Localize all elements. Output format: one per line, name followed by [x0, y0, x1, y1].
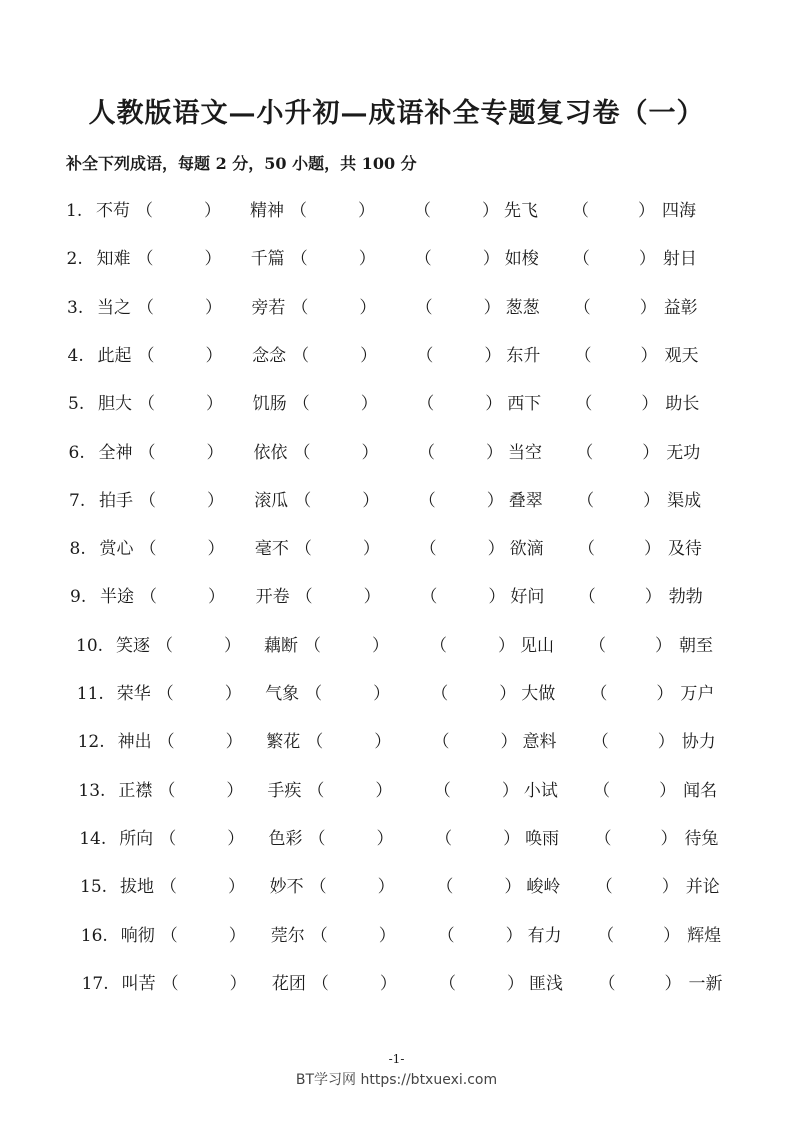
- idiom-fragment: 知难: [96, 249, 131, 270]
- blank-close-paren[interactable]: ）: [482, 249, 500, 270]
- blank-open-paren[interactable]: （: [158, 780, 176, 801]
- idiom-fragment: 当之: [97, 297, 131, 318]
- idiom-fragment: 滚瓜: [254, 490, 289, 511]
- idiom-fragment: 神出: [117, 732, 152, 753]
- blank-close-paren[interactable]: ）: [638, 249, 656, 270]
- blank-open-paren[interactable]: （: [589, 635, 606, 656]
- idiom-fragment: 依依: [253, 442, 288, 463]
- question-row: [0, 727, 793, 757]
- idiom-fragment: 渠成: [667, 490, 702, 511]
- blank-open-paren[interactable]: （: [159, 828, 177, 849]
- blank-close-paren[interactable]: ）: [227, 828, 245, 849]
- blank-open-paren[interactable]: （: [290, 249, 308, 270]
- blank-close-paren[interactable]: ）: [506, 973, 524, 994]
- blank-open-paren[interactable]: （: [597, 925, 615, 946]
- blank-open-paren[interactable]: （: [591, 732, 609, 753]
- blank-close-paren[interactable]: ）: [485, 394, 503, 415]
- blank-open-paren[interactable]: （: [417, 394, 435, 415]
- blank-close-paren[interactable]: ）: [482, 201, 499, 221]
- blank-open-paren[interactable]: （: [416, 345, 434, 366]
- idiom-fragment: 精神: [250, 201, 284, 221]
- blank-open-paren[interactable]: （: [438, 973, 456, 994]
- idiom-fragment: 繁花: [266, 732, 301, 753]
- blank-open-paren[interactable]: （: [304, 635, 321, 656]
- question-number: 11.: [76, 684, 104, 704]
- blank-close-paren[interactable]: ）: [360, 345, 378, 366]
- idiom-fragment: 闻名: [683, 780, 718, 801]
- blank-open-paren[interactable]: （: [137, 297, 154, 318]
- blank-open-paren[interactable]: （: [432, 732, 450, 753]
- blank-open-paren[interactable]: （: [418, 442, 435, 463]
- idiom-fragment: 射日: [662, 249, 697, 270]
- question-number: 10.: [76, 635, 104, 656]
- question-number: 13.: [78, 780, 106, 801]
- question-row: [0, 776, 793, 806]
- idiom-fragment: 如梭: [504, 249, 539, 270]
- blank-open-paren[interactable]: （: [160, 925, 178, 946]
- idiom-fragment: 念念: [252, 345, 287, 366]
- blank-open-paren[interactable]: （: [293, 442, 311, 463]
- idiom-fragment: 气象: [265, 684, 300, 704]
- idiom-fragment: 万户: [680, 684, 715, 704]
- idiom-fragment: 大做: [521, 684, 556, 704]
- instruction-text: 补全下列成语，每题 2 分，50 小题，共 100 分: [66, 154, 417, 173]
- blank-close-paren[interactable]: ）: [372, 635, 389, 656]
- blank-open-paren[interactable]: （: [577, 490, 595, 511]
- blank-open-paren[interactable]: （: [572, 201, 589, 221]
- blank-close-paren[interactable]: ）: [644, 587, 662, 608]
- question-number: 8.: [69, 539, 86, 560]
- question-number: 17.: [81, 973, 109, 994]
- question-row: [0, 969, 793, 999]
- blank-open-paren[interactable]: （: [577, 539, 595, 560]
- question-row: [0, 244, 793, 274]
- footer-watermark: BT学习网 https://btxuexi.com: [295, 1072, 498, 1088]
- blank-close-paren[interactable]: ）: [664, 973, 682, 994]
- question-number: 14.: [79, 828, 107, 849]
- blank-close-paren[interactable]: ）: [226, 780, 244, 801]
- idiom-fragment: 所向: [119, 828, 154, 849]
- idiom-fragment: 响彻: [120, 925, 155, 946]
- blank-open-paren[interactable]: （: [435, 828, 453, 849]
- blank-close-paren[interactable]: ）: [655, 635, 672, 656]
- idiom-fragment: 好问: [510, 587, 545, 608]
- blank-close-paren[interactable]: ）: [207, 490, 224, 511]
- blank-open-paren[interactable]: （: [598, 973, 616, 994]
- idiom-fragment: 叫苦: [121, 973, 156, 994]
- blank-open-paren[interactable]: （: [136, 249, 154, 270]
- blank-open-paren[interactable]: （: [572, 249, 590, 270]
- blank-close-paren[interactable]: ）: [206, 442, 224, 463]
- question-number: 3.: [67, 297, 84, 318]
- blank-close-paren[interactable]: ）: [379, 973, 397, 994]
- blank-open-paren[interactable]: （: [437, 925, 455, 946]
- blank-open-paren[interactable]: （: [590, 684, 608, 704]
- blank-open-paren[interactable]: （: [138, 442, 156, 463]
- idiom-fragment: 及待: [667, 539, 702, 560]
- idiom-fragment: 笑逐: [116, 635, 150, 656]
- blank-open-paren[interactable]: （: [305, 684, 323, 704]
- blank-close-paren[interactable]: ）: [358, 249, 376, 270]
- idiom-fragment: 手疾: [267, 780, 302, 801]
- question-number: 15.: [80, 877, 108, 898]
- blank-open-paren[interactable]: （: [290, 201, 307, 221]
- blank-open-paren[interactable]: （: [420, 587, 438, 608]
- blank-open-paren[interactable]: （: [307, 780, 325, 801]
- question-row: [0, 824, 793, 854]
- blank-open-paren[interactable]: （: [294, 539, 312, 560]
- blank-close-paren[interactable]: ）: [205, 297, 222, 318]
- blank-open-paren[interactable]: （: [573, 297, 591, 318]
- question-row: [0, 341, 793, 371]
- blank-open-paren[interactable]: （: [415, 297, 433, 318]
- blank-open-paren[interactable]: （: [593, 780, 611, 801]
- blank-close-paren[interactable]: ）: [656, 684, 674, 704]
- idiom-fragment: 花团: [271, 973, 306, 994]
- idiom-fragment: 饥肠: [252, 394, 287, 415]
- question-number: 4.: [67, 345, 84, 366]
- blank-close-paren[interactable]: ）: [641, 394, 659, 415]
- blank-close-paren[interactable]: ）: [224, 635, 241, 656]
- idiom-fragment: 莞尔: [270, 925, 305, 946]
- blank-close-paren[interactable]: ）: [374, 732, 392, 753]
- idiom-fragment: 观天: [664, 345, 699, 366]
- idiom-fragment: 东升: [506, 345, 541, 366]
- blank-open-paren[interactable]: （: [308, 828, 326, 849]
- blank-open-paren[interactable]: （: [291, 297, 309, 318]
- idiom-fragment: 小试: [523, 780, 558, 801]
- idiom-fragment: 朝至: [679, 635, 713, 656]
- blank-close-paren[interactable]: ）: [638, 201, 655, 221]
- blank-close-paren[interactable]: ）: [205, 345, 223, 366]
- blank-open-paren[interactable]: （: [156, 635, 173, 656]
- blank-close-paren[interactable]: ）: [224, 684, 242, 704]
- blank-close-paren[interactable]: ）: [359, 297, 377, 318]
- blank-close-paren[interactable]: ）: [643, 490, 661, 511]
- blank-close-paren[interactable]: ）: [484, 345, 502, 366]
- question-row: [0, 389, 793, 419]
- blank-close-paren[interactable]: ）: [228, 877, 245, 898]
- question-row: [0, 293, 793, 323]
- question-row: [0, 921, 793, 951]
- idiom-fragment: 西下: [507, 394, 542, 415]
- question-number: 1.: [66, 201, 83, 221]
- blank-close-paren[interactable]: ）: [501, 780, 519, 801]
- blank-close-paren[interactable]: ）: [504, 877, 522, 898]
- idiom-fragment: 开卷: [255, 587, 290, 608]
- blank-close-paren[interactable]: ）: [358, 201, 375, 221]
- blank-close-paren[interactable]: ）: [659, 780, 677, 801]
- blank-close-paren[interactable]: ）: [204, 201, 221, 221]
- idiom-fragment: 意料: [522, 732, 557, 753]
- question-row: [0, 438, 793, 468]
- blank-close-paren[interactable]: ）: [228, 925, 246, 946]
- blank-open-paren[interactable]: （: [430, 635, 447, 656]
- idiom-fragment: 拔地: [120, 877, 154, 898]
- blank-close-paren[interactable]: ）: [204, 249, 222, 270]
- question-row: [0, 582, 793, 612]
- blank-open-paren[interactable]: （: [431, 684, 449, 704]
- blank-close-paren[interactable]: ）: [207, 539, 225, 560]
- blank-open-paren[interactable]: （: [575, 394, 593, 415]
- idiom-fragment: 见山: [520, 635, 554, 656]
- idiom-fragment: 峻岭: [526, 877, 561, 898]
- blank-close-paren[interactable]: ）: [639, 297, 657, 318]
- idiom-fragment: 并论: [685, 877, 720, 898]
- question-row: [0, 196, 793, 226]
- blank-close-paren[interactable]: ）: [499, 684, 517, 704]
- question-row: [0, 534, 793, 564]
- idiom-fragment: 全神: [98, 442, 133, 463]
- blank-close-paren[interactable]: ）: [361, 442, 379, 463]
- blank-open-paren[interactable]: （: [595, 877, 613, 898]
- idiom-fragment: 藕断: [264, 635, 298, 656]
- idiom-fragment: 此起: [97, 345, 132, 366]
- question-row: [0, 679, 793, 709]
- blank-open-paren[interactable]: （: [156, 684, 174, 704]
- idiom-fragment: 当空: [508, 442, 542, 463]
- blank-close-paren[interactable]: ）: [642, 442, 660, 463]
- blank-close-paren[interactable]: ）: [225, 732, 243, 753]
- blank-open-paren[interactable]: （: [436, 877, 454, 898]
- idiom-fragment: 千篇: [250, 249, 285, 270]
- idiom-fragment: 正襟: [118, 780, 153, 801]
- question-number: 16.: [80, 925, 108, 946]
- idiom-fragment: 不苟: [96, 201, 130, 221]
- blank-close-paren[interactable]: ）: [660, 828, 678, 849]
- blank-close-paren[interactable]: ）: [483, 297, 501, 318]
- blank-close-paren[interactable]: ）: [657, 732, 675, 753]
- idiom-fragment: 无功: [666, 442, 701, 463]
- blank-close-paren[interactable]: ）: [360, 394, 378, 415]
- question-number: 7.: [69, 490, 86, 511]
- question-number: 2.: [66, 249, 83, 270]
- blank-close-paren[interactable]: ）: [208, 587, 225, 608]
- blank-close-paren[interactable]: ）: [375, 780, 393, 801]
- question-number: 6.: [68, 442, 85, 463]
- idiom-fragment: 毫不: [254, 539, 289, 560]
- blank-open-paren[interactable]: （: [157, 732, 175, 753]
- blank-close-paren[interactable]: ）: [376, 828, 394, 849]
- idiom-fragment: 匪浅: [528, 973, 563, 994]
- blank-open-paren[interactable]: （: [136, 201, 153, 221]
- blank-close-paren[interactable]: ）: [373, 684, 391, 704]
- blank-open-paren[interactable]: （: [310, 925, 328, 946]
- blank-open-paren[interactable]: （: [414, 249, 432, 270]
- page-title: 人教版语文—小升初—成语补全专题复习卷（一）: [88, 98, 705, 129]
- idiom-fragment: 欲滴: [509, 539, 544, 560]
- idiom-fragment: 协力: [681, 732, 716, 753]
- blank-close-paren[interactable]: ）: [663, 925, 681, 946]
- blank-open-paren[interactable]: （: [414, 201, 431, 221]
- question-row: [0, 872, 793, 902]
- idiom-fragment: 四海: [662, 201, 696, 221]
- idiom-fragment: 葱葱: [505, 297, 540, 318]
- question-number: 9.: [70, 587, 87, 608]
- idiom-fragment: 辉煌: [687, 925, 722, 946]
- blank-open-paren[interactable]: （: [137, 345, 155, 366]
- blank-close-paren[interactable]: ）: [362, 490, 380, 511]
- idiom-fragment: 荣华: [116, 684, 151, 704]
- blank-open-paren[interactable]: （: [139, 539, 157, 560]
- blank-open-paren[interactable]: （: [140, 587, 157, 608]
- blank-open-paren[interactable]: （: [433, 780, 451, 801]
- blank-open-paren[interactable]: （: [419, 539, 437, 560]
- idiom-fragment: 叠翠: [508, 490, 543, 511]
- blank-close-paren[interactable]: ）: [206, 394, 223, 415]
- blank-open-paren[interactable]: （: [160, 877, 177, 898]
- question-number: 12.: [77, 732, 105, 753]
- blank-close-paren[interactable]: ）: [362, 539, 380, 560]
- blank-close-paren[interactable]: ）: [487, 539, 505, 560]
- blank-open-paren[interactable]: （: [311, 973, 329, 994]
- idiom-fragment: 待兔: [684, 828, 719, 849]
- idiom-fragment: 赏心: [99, 539, 134, 560]
- idiom-fragment: 拍手: [99, 490, 133, 511]
- idiom-fragment: 胆大: [98, 394, 132, 415]
- idiom-fragment: 先飞: [504, 201, 538, 221]
- blank-close-paren[interactable]: ）: [661, 877, 679, 898]
- blank-open-paren[interactable]: （: [161, 973, 179, 994]
- idiom-fragment: 一新: [688, 973, 723, 994]
- blank-close-paren[interactable]: ）: [498, 635, 515, 656]
- blank-open-paren[interactable]: （: [594, 828, 612, 849]
- page-number: -1-: [388, 1052, 405, 1066]
- blank-open-paren[interactable]: （: [574, 345, 592, 366]
- question-number: 5.: [68, 394, 85, 415]
- idiom-fragment: 有力: [527, 925, 562, 946]
- blank-close-paren[interactable]: ）: [488, 587, 506, 608]
- question-row: [0, 631, 793, 661]
- idiom-fragment: 勃勃: [668, 587, 703, 608]
- idiom-fragment: 助长: [665, 394, 700, 415]
- blank-close-paren[interactable]: ）: [505, 925, 523, 946]
- blank-open-paren[interactable]: （: [295, 587, 313, 608]
- blank-open-paren[interactable]: （: [306, 732, 324, 753]
- blank-close-paren[interactable]: ）: [363, 587, 381, 608]
- idiom-fragment: 色彩: [268, 828, 303, 849]
- blank-open-paren[interactable]: （: [294, 490, 312, 511]
- blank-open-paren[interactable]: （: [418, 490, 436, 511]
- blank-open-paren[interactable]: （: [292, 345, 310, 366]
- blank-close-paren[interactable]: ）: [500, 732, 518, 753]
- idiom-fragment: 妙不: [269, 877, 304, 898]
- blank-open-paren[interactable]: （: [578, 587, 596, 608]
- blank-close-paren[interactable]: ）: [486, 442, 503, 463]
- blank-close-paren[interactable]: ）: [640, 345, 658, 366]
- blank-open-paren[interactable]: （: [139, 490, 156, 511]
- blank-open-paren[interactable]: （: [292, 394, 310, 415]
- blank-close-paren[interactable]: ）: [378, 925, 396, 946]
- idiom-fragment: 唤雨: [525, 828, 560, 849]
- blank-open-paren[interactable]: （: [138, 394, 155, 415]
- blank-open-paren[interactable]: （: [576, 442, 594, 463]
- idiom-fragment: 益彰: [663, 297, 698, 318]
- blank-close-paren[interactable]: ）: [486, 490, 504, 511]
- question-row: [0, 486, 793, 516]
- blank-open-paren[interactable]: （: [309, 877, 327, 898]
- idiom-fragment: 半途: [100, 587, 134, 608]
- idiom-fragment: 旁若: [251, 297, 286, 318]
- blank-close-paren[interactable]: ）: [503, 828, 521, 849]
- blank-close-paren[interactable]: ）: [643, 539, 661, 560]
- blank-close-paren[interactable]: ）: [229, 973, 247, 994]
- blank-close-paren[interactable]: ）: [377, 877, 395, 898]
